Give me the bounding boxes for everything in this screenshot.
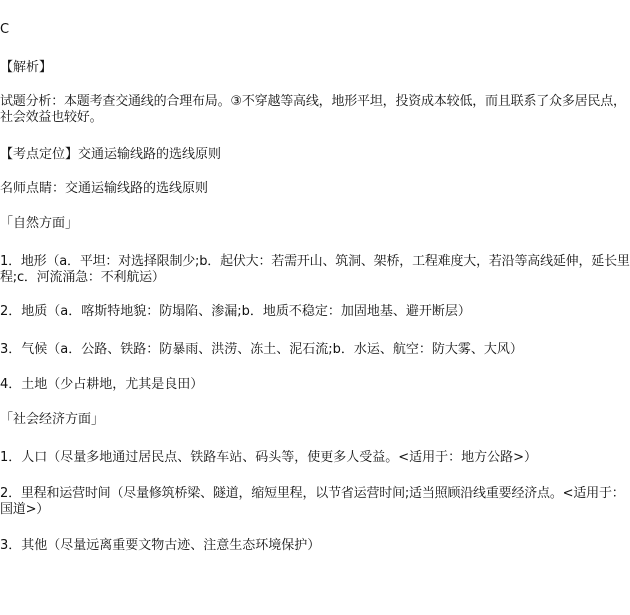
natural-item-land: 4．土地（少占耕地，尤其是良田）	[0, 377, 204, 392]
kaodian-header: 【考点定位】交通运输线路的选线原则	[0, 147, 222, 162]
natural-item-climate: 3．气候（a．公路、铁路：防暴雨、洪涝、冻土、泥石流;b．水运、航空：防大雾、大风）	[0, 342, 523, 357]
social-section-header: 「社会经济方面」	[0, 412, 105, 427]
mingshi-dianjing: 名师点睛：交通运输线路的选线原则	[0, 181, 209, 196]
analysis-header: 【解析】	[0, 60, 53, 75]
answer-letter: C	[0, 22, 10, 37]
natural-item-geology: 2．地质（a．喀斯特地貌：防塌陷、渗漏;b．地质不稳定：加固地基、避开断层）	[0, 304, 471, 319]
social-item-mileage: 2．里程和运营时间（尽量修筑桥梁、隧道，缩短里程，以节省运营时间;适当照顾沿线重要经济点。<适用于：国道>）	[0, 486, 625, 517]
social-item-other: 3．其他（尽量远离重要文物古迹、注意生态环境保护）	[0, 538, 321, 553]
analysis-text: 试题分析：本题考查交通线的合理布局。③不穿越等高线，地形平坦，投资成本较低，而且联系了众多居民点，社会效益也较好。	[0, 94, 626, 125]
social-item-population: 1．人口（尽量多地通过居民点、铁路车站、码头等，使更多人受益。<适用于：地方公路>）	[0, 450, 538, 465]
natural-section-header: 「自然方面」	[0, 216, 79, 231]
natural-item-terrain: 1．地形（a．平坦：对选择限制少;b．起伏大：若需开山、筑洞、架桥，工程难度大，若沿等高线延伸，延长里程;c．河流涌急：不利航运）	[0, 254, 630, 285]
